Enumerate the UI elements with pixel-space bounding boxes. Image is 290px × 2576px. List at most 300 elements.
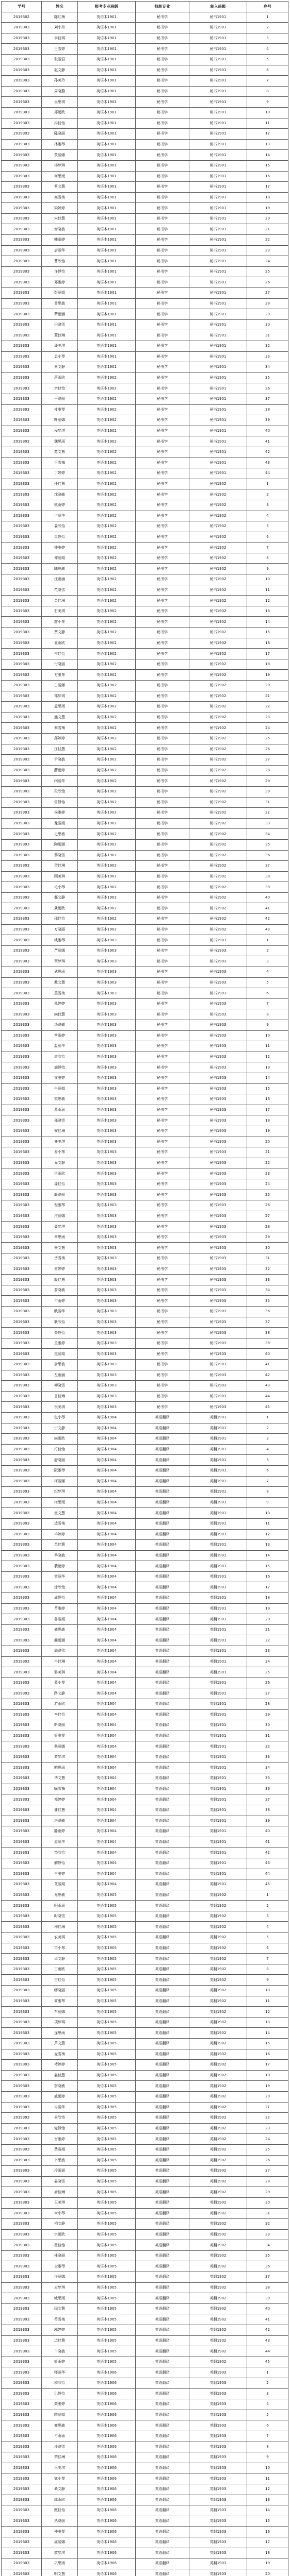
original-class-cell: 英语本1901 — [78, 224, 136, 235]
target-major-cell: 英语翻译 — [136, 1709, 189, 1720]
target-major-cell: 英语翻译 — [136, 1412, 189, 1423]
student-name-cell: 翁晓雪 — [42, 1646, 78, 1657]
student-name-cell: 项梦琪 — [42, 2017, 78, 2028]
target-major-cell: 秘书学 — [136, 1307, 189, 1317]
student-name-cell: 卫美琪 — [42, 2197, 78, 2208]
target-class-cell: 秘书1903 — [189, 1062, 247, 1073]
original-class-cell: 英语本1904 — [78, 1826, 136, 1837]
student-id-cell: 2019303 — [2, 681, 42, 691]
student-id-cell: 2019303 — [2, 892, 42, 903]
target-major-cell: 英语翻译 — [136, 1593, 189, 1604]
seq-number-cell: 35 — [247, 372, 288, 383]
student-name-cell: 安佳琳 — [42, 1126, 78, 1137]
original-class-cell: 英语本1903 — [78, 1041, 136, 1052]
student-name-cell: 刁雨涵 — [42, 2431, 78, 2442]
student-id-cell: 2019303 — [2, 1901, 42, 1911]
target-major-cell: 秘书学 — [136, 712, 189, 723]
original-class-cell: 英语本1905 — [78, 2197, 136, 2208]
student-name-cell: 崔静怡 — [42, 532, 78, 543]
table-row — [2, 150, 288, 161]
seq-number-cell: 21 — [247, 2102, 288, 2113]
target-class-cell: 秘书1902 — [189, 628, 247, 638]
target-major-cell: 秘书学 — [136, 415, 189, 426]
table-row — [2, 765, 288, 776]
student-name-cell: 牛丽娟 — [42, 1083, 78, 1094]
target-class-cell: 秘书1902 — [189, 479, 247, 489]
target-major-cell: 英语翻译 — [136, 1816, 189, 1826]
original-class-cell: 英语本1902 — [78, 797, 136, 808]
seq-number-cell: 43 — [247, 457, 288, 468]
table-row — [2, 245, 288, 256]
target-class-cell: 秘书1901 — [189, 372, 247, 383]
table-row — [2, 882, 288, 893]
student-name-cell: 虞丽娜 — [42, 2537, 78, 2548]
target-major-cell: 秘书学 — [136, 12, 189, 23]
seq-number-cell: 15 — [247, 2039, 288, 2049]
target-class-cell: 英翻1902 — [189, 2039, 247, 2049]
student-name-cell: 孔婷婷 — [42, 998, 78, 1009]
table-row — [2, 2314, 288, 2325]
student-id-cell: 2019303 — [2, 415, 42, 426]
student-id-cell: 2019303 — [2, 457, 42, 468]
original-class-cell: 英语本1903 — [78, 1349, 136, 1360]
table-row — [2, 2293, 288, 2304]
target-class-cell: 秘书1901 — [189, 76, 247, 87]
target-class-cell: 英翻1902 — [189, 2197, 247, 2208]
seq-number-cell: 28 — [247, 298, 288, 309]
target-class-cell: 秘书1901 — [189, 415, 247, 426]
seq-number-cell: 22 — [247, 1158, 288, 1168]
seq-number-cell: 41 — [247, 1360, 288, 1370]
student-name-cell: 付晓丽 — [42, 659, 78, 670]
student-name-cell: 樊思敏 — [42, 1094, 78, 1105]
seq-number-cell: 35 — [247, 1296, 288, 1307]
table-row — [2, 1964, 288, 1975]
original-class-cell: 英语本1905 — [78, 1911, 136, 1922]
seq-number-cell: 13 — [247, 1540, 288, 1551]
target-major-cell: 英语翻译 — [136, 1805, 189, 1816]
seq-number-cell: 31 — [247, 330, 288, 341]
target-class-cell: 秘书1901 — [189, 245, 247, 256]
target-major-cell: 秘书学 — [136, 266, 189, 277]
table-row — [2, 1996, 288, 2007]
student-name-cell: 米小琴 — [42, 2208, 78, 2219]
table-row — [2, 1699, 288, 1710]
student-id-cell: 2019303 — [2, 882, 42, 893]
seq-number-cell: 4 — [247, 2399, 288, 2410]
original-class-cell: 英语本1902 — [78, 372, 136, 383]
target-major-cell: 秘书学 — [136, 638, 189, 649]
target-class-cell: 英翻1901 — [189, 1731, 247, 1741]
table-row — [2, 1232, 288, 1243]
target-major-cell: 英语翻译 — [136, 2039, 189, 2049]
original-class-cell: 英语本1902 — [78, 596, 136, 606]
target-class-cell: 英翻1901 — [189, 1518, 247, 1529]
target-major-cell: 秘书学 — [136, 468, 189, 479]
original-class-cell: 英语本1901 — [78, 309, 136, 320]
seq-number-cell: 9 — [247, 1020, 288, 1031]
table-row — [2, 97, 288, 108]
student-id-cell: 2019303 — [2, 1264, 42, 1275]
table-row — [2, 1848, 288, 1858]
student-name-cell: 卓文静 — [42, 1954, 78, 1964]
table-row — [2, 712, 288, 723]
student-name-cell: 钱雅琴 — [42, 935, 78, 946]
original-class-cell: 英语本1903 — [78, 1147, 136, 1158]
student-id-cell: 2019303 — [2, 2049, 42, 2060]
student-id-cell: 2019303 — [2, 1222, 42, 1232]
seq-number-cell: 6 — [247, 1943, 288, 1954]
target-major-cell: 秘书学 — [136, 33, 189, 44]
original-class-cell: 英语本1902 — [78, 765, 136, 776]
target-class-cell: 秘书1903 — [189, 1360, 247, 1370]
original-class-cell: 英语本1903 — [78, 1126, 136, 1137]
table-row — [2, 1030, 288, 1041]
target-major-cell: 英语翻译 — [136, 1975, 189, 1986]
seq-number-cell: 15 — [247, 2516, 288, 2527]
target-class-cell: 英翻1901 — [189, 1858, 247, 1869]
student-id-cell: 2019303 — [2, 1062, 42, 1073]
student-name-cell: 凌雪梅 — [42, 1518, 78, 1529]
student-name-cell: 苟雪梅 — [42, 2314, 78, 2325]
target-class-cell: 英翻1902 — [189, 2229, 247, 2240]
student-id-cell: 2019303 — [2, 1624, 42, 1635]
student-name-cell: 潘美琪 — [42, 341, 78, 352]
original-class-cell: 英语本1903 — [78, 998, 136, 1009]
table-row — [2, 2113, 288, 2124]
table-row — [2, 2431, 288, 2442]
target-class-cell: 秘书1903 — [189, 1317, 247, 1328]
student-name-cell: 张丽君 — [42, 54, 78, 65]
student-name-cell: 宫雅婷 — [42, 2134, 78, 2145]
seq-number-cell: 17 — [247, 1105, 288, 1115]
student-name-cell: 桑文静 — [42, 2484, 78, 2495]
student-id-cell: 2019303 — [2, 1434, 42, 1445]
target-class-cell: 英翻1901 — [189, 1571, 247, 1582]
target-major-cell: 英语翻译 — [136, 2219, 189, 2230]
target-class-cell: 秘书1901 — [189, 182, 247, 193]
seq-number-cell: 8 — [247, 1009, 288, 1020]
target-major-cell: 秘书学 — [136, 1073, 189, 1083]
student-name-cell: 窦晓敏 — [42, 2081, 78, 2092]
seq-number-cell: 34 — [247, 2240, 288, 2251]
student-id-cell: 2019303 — [2, 1020, 42, 1031]
table-row — [2, 511, 288, 521]
target-major-cell: 秘书学 — [136, 723, 189, 734]
original-class-cell: 英语本1902 — [78, 511, 136, 521]
target-class-cell: 英翻1903 — [189, 2442, 247, 2452]
target-class-cell: 英翻1902 — [189, 2017, 247, 2028]
student-id-cell: 2019303 — [2, 1741, 42, 1752]
target-class-cell: 秘书1902 — [189, 924, 247, 935]
original-class-cell: 英语本1905 — [78, 2293, 136, 2304]
student-name-cell: 景欣怡 — [42, 2113, 78, 2124]
target-major-cell: 秘书学 — [136, 1232, 189, 1243]
table-row — [2, 1561, 288, 1572]
target-class-cell: 秘书1902 — [189, 882, 247, 893]
seq-number-cell: 4 — [247, 1444, 288, 1455]
student-id-cell: 2019303 — [2, 1635, 42, 1646]
table-row — [2, 203, 288, 214]
seq-number-cell: 26 — [247, 2155, 288, 2166]
target-class-cell: 英翻1903 — [189, 2399, 247, 2410]
target-major-cell: 英语翻译 — [136, 2431, 189, 2442]
student-id-cell: 2019303 — [2, 2060, 42, 2071]
seq-number-cell: 30 — [247, 1243, 288, 1253]
original-class-cell: 英语本1904 — [78, 1837, 136, 1848]
target-major-cell: 英语翻译 — [136, 1529, 189, 1540]
target-class-cell: 英翻1902 — [189, 2357, 247, 2367]
student-id-cell: 2019303 — [2, 1147, 42, 1158]
target-class-cell: 英翻1902 — [189, 1975, 247, 1986]
original-class-cell: 英语本1905 — [78, 2282, 136, 2293]
target-class-cell: 秘书1902 — [189, 606, 247, 617]
seq-number-cell: 3 — [247, 1911, 288, 1922]
student-name-cell: 褚婷婷 — [42, 2060, 78, 2071]
target-class-cell: 秘书1902 — [189, 691, 247, 702]
table-row — [2, 1264, 288, 1275]
student-id-cell: 2019303 — [2, 2166, 42, 2177]
student-id-cell: 2019303 — [2, 670, 42, 681]
student-id-cell: 2019303 — [2, 235, 42, 246]
target-class-cell: 秘书1902 — [189, 850, 247, 861]
original-class-cell: 英语本1902 — [78, 924, 136, 935]
target-major-cell: 秘书学 — [136, 447, 189, 457]
student-id-cell: 2019303 — [2, 839, 42, 850]
target-class-cell: 英翻1903 — [189, 2410, 247, 2420]
student-name-cell: 关静怡 — [42, 1328, 78, 1338]
seq-number-cell: 31 — [247, 2208, 288, 2219]
seq-number-cell: 38 — [247, 1805, 288, 1816]
table-row — [2, 1094, 288, 1105]
original-class-cell: 英语本1902 — [78, 691, 136, 702]
student-id-cell: 2019303 — [2, 319, 42, 330]
table-row — [2, 436, 288, 447]
seq-number-cell: 19 — [247, 1603, 288, 1614]
table-row — [2, 998, 288, 1009]
student-id-cell: 2019303 — [2, 447, 42, 457]
target-class-cell: 英翻1902 — [189, 1964, 247, 1975]
original-class-cell: 英语本1904 — [78, 1497, 136, 1508]
original-class-cell: 英语本1903 — [78, 1285, 136, 1296]
original-class-cell: 英语本1905 — [78, 2261, 136, 2272]
target-major-cell: 英语翻译 — [136, 1444, 189, 1455]
target-major-cell: 英语翻译 — [136, 2399, 189, 2410]
original-class-cell: 英语本1904 — [78, 1794, 136, 1805]
student-name-cell: 齐美琪 — [42, 1137, 78, 1147]
seq-number-cell: 36 — [247, 383, 288, 394]
seq-number-cell: 42 — [247, 914, 288, 925]
student-id-cell: 2019303 — [2, 871, 42, 882]
student-id-cell: 2019303 — [2, 1869, 42, 1879]
target-major-cell: 秘书学 — [136, 288, 189, 299]
student-id-cell: 2019303 — [2, 638, 42, 649]
table-row — [2, 2208, 288, 2219]
table-row — [2, 309, 288, 320]
student-id-cell: 2019303 — [2, 956, 42, 967]
seq-number-cell: 17 — [247, 649, 288, 659]
original-class-cell: 英语本1902 — [78, 479, 136, 489]
student-name-cell: 华文慧 — [42, 1773, 78, 1784]
target-class-cell: 英翻1903 — [189, 2452, 247, 2463]
target-class-cell: 秘书1901 — [189, 171, 247, 182]
seq-number-cell: 7 — [247, 2431, 288, 2442]
target-class-cell: 秘书1903 — [189, 935, 247, 946]
table-row — [2, 1911, 288, 1922]
target-major-cell: 秘书学 — [136, 511, 189, 521]
student-name-cell: 江佳慧 — [42, 744, 78, 755]
original-class-cell: 英语本1902 — [78, 892, 136, 903]
target-major-cell: 英语翻译 — [136, 1646, 189, 1657]
target-class-cell: 秘书1901 — [189, 288, 247, 299]
target-major-cell: 秘书学 — [136, 1328, 189, 1338]
target-major-cell: 秘书学 — [136, 171, 189, 182]
original-class-cell: 英语本1905 — [78, 2113, 136, 2124]
seq-number-cell: 40 — [247, 2303, 288, 2314]
seq-number-cell: 8 — [247, 553, 288, 564]
original-class-cell: 英语本1901 — [78, 160, 136, 171]
original-class-cell: 英语本1906 — [78, 2473, 136, 2484]
student-id-cell: 2019303 — [2, 786, 42, 797]
target-class-cell: 秘书1901 — [189, 129, 247, 140]
original-class-cell: 英语本1905 — [78, 2357, 136, 2367]
original-class-cell: 英语本1905 — [78, 2049, 136, 2060]
target-class-cell: 英翻1902 — [189, 2144, 247, 2155]
original-class-cell: 英语本1903 — [78, 1296, 136, 1307]
table-row — [2, 1115, 288, 1126]
student-name-cell: 侯雅婷 — [42, 808, 78, 819]
seq-number-cell: 29 — [247, 776, 288, 787]
original-class-cell: 英语本1906 — [78, 2452, 136, 2463]
student-id-cell: 2019303 — [2, 2293, 42, 2304]
original-class-cell: 英语本1906 — [78, 2527, 136, 2537]
student-id-cell: 2019303 — [2, 330, 42, 341]
student-id-cell: 2019303 — [2, 1773, 42, 1784]
target-major-cell: 秘书学 — [136, 372, 189, 383]
seq-number-cell: 30 — [247, 2197, 288, 2208]
original-class-cell: 英语本1902 — [78, 903, 136, 914]
target-class-cell: 英翻1903 — [189, 2388, 247, 2399]
original-class-cell: 英语本1901 — [78, 76, 136, 87]
seq-number-cell: 15 — [247, 628, 288, 638]
seq-number-cell: 23 — [247, 712, 288, 723]
target-major-cell: 秘书学 — [136, 1190, 189, 1200]
target-major-cell: 秘书学 — [136, 118, 189, 129]
seq-number-cell: 31 — [247, 1731, 288, 1741]
student-name-cell: 唐丽华 — [42, 245, 78, 256]
target-class-cell: 秘书1903 — [189, 1381, 247, 1392]
seq-number-cell: 44 — [247, 1391, 288, 1402]
table-row — [2, 1614, 288, 1625]
table-row — [2, 1391, 288, 1402]
table-row — [2, 850, 288, 861]
original-class-cell: 英语本1901 — [78, 256, 136, 267]
student-name-cell: 范晓雪 — [42, 585, 78, 596]
table-row — [2, 213, 288, 224]
seq-number-cell: 31 — [247, 1253, 288, 1264]
original-class-cell: 英语本1904 — [78, 1487, 136, 1498]
original-class-cell: 英语本1903 — [78, 1243, 136, 1253]
student-id-cell: 2019303 — [2, 2378, 42, 2389]
original-class-cell: 英语本1902 — [78, 638, 136, 649]
seq-number-cell: 35 — [247, 2250, 288, 2261]
student-id-cell: 2019303 — [2, 1179, 42, 1190]
table-row — [2, 2505, 288, 2516]
student-id-cell: 2019303 — [2, 394, 42, 404]
original-class-cell: 英语本1902 — [78, 882, 136, 893]
seq-number-cell: 32 — [247, 2219, 288, 2230]
student-id-cell: 2019303 — [2, 924, 42, 935]
target-major-cell: 英语翻译 — [136, 1773, 189, 1784]
original-class-cell: 英语本1901 — [78, 351, 136, 362]
table-row — [2, 2049, 288, 2060]
original-class-cell: 英语本1903 — [78, 935, 136, 946]
target-major-cell: 秘书学 — [136, 1338, 189, 1349]
student-name-cell: 李佳琪 — [42, 33, 78, 44]
target-class-cell: 英翻1902 — [189, 2176, 247, 2187]
target-class-cell: 英翻1901 — [189, 1582, 247, 1593]
target-class-cell: 秘书1901 — [189, 426, 247, 436]
seq-number-cell: 5 — [247, 1933, 288, 1943]
table-row — [2, 2378, 288, 2389]
seq-number-cell: 36 — [247, 850, 288, 861]
student-id-cell: 2019303 — [2, 2176, 42, 2187]
table-row — [2, 2039, 288, 2049]
student-id-cell: 2019303 — [2, 797, 42, 808]
seq-number-cell: 2 — [247, 2378, 288, 2389]
student-id-cell: 2019303 — [2, 967, 42, 978]
original-class-cell: 英语本1903 — [78, 1115, 136, 1126]
student-name-cell: 商思敏 — [42, 2420, 78, 2431]
seq-number-cell: 8 — [247, 1964, 288, 1975]
student-name-cell: 雷静怡 — [42, 797, 78, 808]
student-id-cell: 2019303 — [2, 2039, 42, 2049]
target-class-cell: 英翻1901 — [189, 1550, 247, 1561]
original-class-cell: 英语本1901 — [78, 330, 136, 341]
seq-number-cell: 28 — [247, 2176, 288, 2187]
seq-number-cell: 31 — [247, 797, 288, 808]
target-major-cell: 秘书学 — [136, 330, 189, 341]
seq-number-cell: 14 — [247, 1073, 288, 1083]
original-class-cell: 英语本1905 — [78, 1954, 136, 1964]
original-class-cell: 英语本1906 — [78, 2399, 136, 2410]
original-class-cell: 英语本1905 — [78, 1943, 136, 1954]
target-class-cell: 英翻1902 — [189, 2325, 247, 2336]
table-row — [2, 1571, 288, 1582]
table-row — [2, 1307, 288, 1317]
student-id-cell: 2019303 — [2, 2548, 42, 2558]
seq-number-cell: 25 — [247, 733, 288, 744]
student-name-cell: 麦雪梅 — [42, 2049, 78, 2060]
original-class-cell: 英语本1903 — [78, 977, 136, 988]
original-class-cell: 英语本1905 — [78, 2314, 136, 2325]
student-id-cell: 2019303 — [2, 553, 42, 564]
target-major-cell: 英语翻译 — [136, 2357, 189, 2367]
table-row — [2, 2325, 288, 2336]
target-major-cell: 英语翻译 — [136, 1487, 189, 1498]
student-name-cell: 郑雨欣 — [42, 107, 78, 118]
student-id-cell: 2019303 — [2, 2081, 42, 2092]
target-class-cell: 秘书1902 — [189, 702, 247, 713]
target-class-cell: 秘书1902 — [189, 871, 247, 882]
original-class-cell: 英语本1902 — [78, 702, 136, 713]
target-class-cell: 英翻1901 — [189, 1603, 247, 1614]
target-major-cell: 秘书学 — [136, 1360, 189, 1370]
student-name-cell: 谢晓敏 — [42, 224, 78, 235]
student-id-cell: 2019303 — [2, 2240, 42, 2251]
target-class-cell: 英翻1903 — [189, 2537, 247, 2548]
target-class-cell: 英翻1902 — [189, 1922, 247, 1933]
